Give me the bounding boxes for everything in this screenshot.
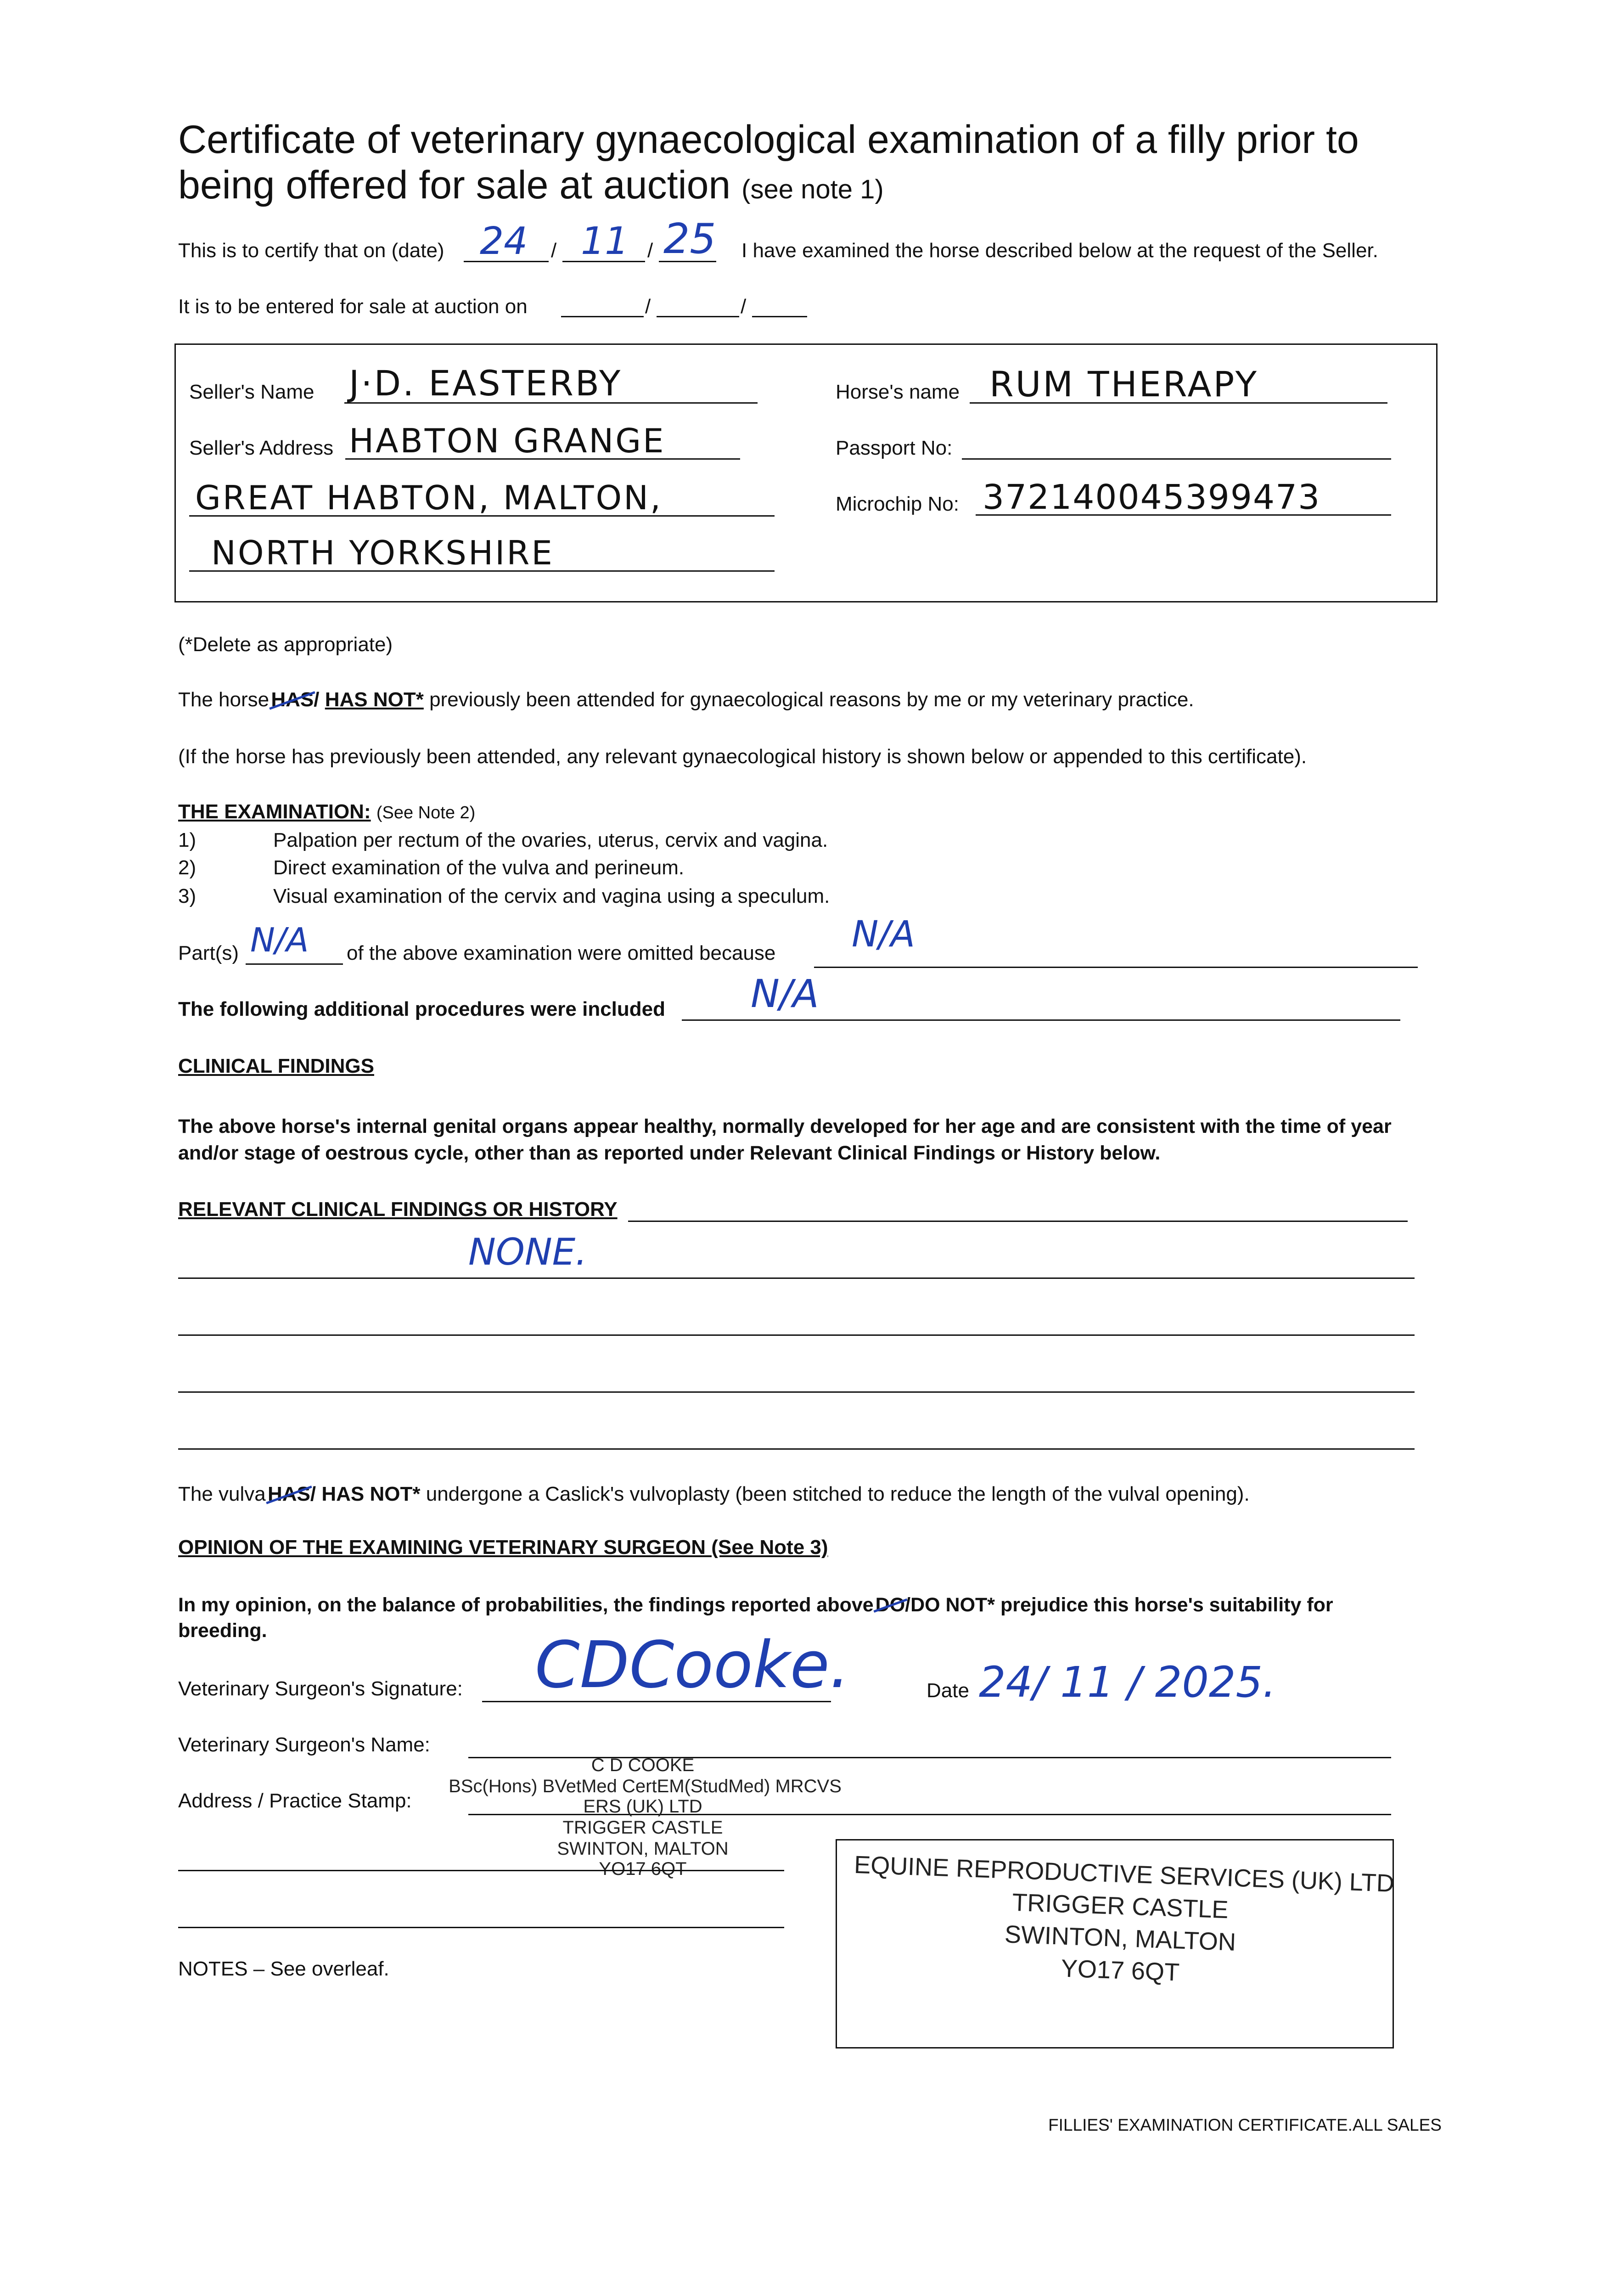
clinical-text-1: The above horse's internal genital organs appear healthy, normally developed for her age and are consistent with the time of year (178, 1115, 1392, 1137)
practice-stamp-2: TRIGGER CASTLE (562, 1818, 723, 1838)
vulva-line (178, 1482, 1250, 1507)
opinion-line-2: breeding. (178, 1620, 267, 1642)
omitted-reason: N/A (852, 914, 915, 955)
exam-item-1-num: 1) (178, 829, 197, 851)
footer-text: FILLIES' EXAMINATION CERTIFICATE.ALL SALES (1048, 2116, 1442, 2134)
box-stamp-3: SWINTON, MALTON (1004, 1920, 1236, 1956)
additional-line (682, 1019, 1400, 1021)
auction-text: It is to be entered for sale at auction on (178, 295, 528, 318)
signature-label: Veterinary Surgeon's Signature: (178, 1677, 463, 1700)
exam-item-3-num: 3) (178, 885, 197, 907)
omitted-reason-line (814, 967, 1418, 968)
certify-month: 11 (581, 219, 629, 263)
opinion-slash: / (905, 1594, 911, 1616)
vulva-slash: / (310, 1483, 316, 1505)
omitted-prefix: Part(s) (178, 942, 239, 964)
opinion-heading: OPINION OF THE EXAMINING VETERINARY SURGEON (See Note 3) (178, 1536, 828, 1559)
title-line-2 (178, 163, 1359, 208)
passport-label: Passport No: (836, 437, 953, 459)
opinion-suffix: DO NOT* prejudice this horse's suitability for (910, 1594, 1333, 1616)
clinical-text-2: and/or stage of oestrous cycle, other than as reported under Relevant Clinical Findings or History below. (178, 1142, 1161, 1164)
attended-line (178, 688, 1194, 712)
auction-sep-1: / (645, 295, 651, 318)
relevant-line-1 (178, 1277, 1415, 1279)
auction-day-line (561, 316, 644, 317)
box-stamp-1: EQUINE REPRODUCTIVE SERVICES (UK) LTD (854, 1851, 1395, 1897)
seller-address-label: Seller's Address (189, 437, 334, 459)
certify-suffix: I have examined the horse described below at the request of the Seller. (741, 239, 1378, 262)
examination-heading: THE EXAMINATION: (178, 800, 371, 823)
passport-line (962, 458, 1391, 460)
practice-label: Address / Practice Stamp: (178, 1790, 412, 1812)
date-label: Date (927, 1679, 969, 1702)
relevant-line-4 (178, 1448, 1415, 1450)
seller-address-value-1: HABTON GRANGE (349, 422, 666, 460)
history-note: (If the horse has previously been attended, any relevant gynaecological history is shown below or appended to this certificate). (178, 745, 1307, 768)
practice-stamp-4: YO17 6QT (599, 1859, 687, 1879)
certificate-title (178, 117, 1359, 208)
additional-label: The following additional procedures were included (178, 998, 666, 1020)
omitted-middle: of the above examination were omitted because (347, 942, 776, 964)
relevant-line-3 (178, 1391, 1415, 1393)
title-line-1: Certificate of veterinary gynaecological examination of a filly prior to (178, 118, 1359, 162)
signature-value: CDCooke. (535, 1628, 850, 1703)
practice-line-2 (178, 1870, 784, 1871)
title-line-2-text: being offered for sale at auction (178, 163, 731, 207)
certify-day: 24 (480, 219, 528, 263)
omitted-parts-line (246, 963, 343, 965)
vet-name-stamp-1: C D COOKE (591, 1755, 695, 1775)
attended-has-not: HAS NOT* (325, 688, 424, 711)
exam-item-1-text: Palpation per rectum of the ovaries, uterus, cervix and vagina. (273, 829, 828, 851)
vulva-has-not: HAS NOT* (321, 1483, 421, 1505)
vulva-suffix: undergone a Caslick's vulvoplasty (been stitched to reduce the length of the vulval opening). (426, 1483, 1250, 1505)
certify-prefix: This is to certify that on (date) (178, 239, 444, 262)
attended-has-struck: HAS (271, 688, 314, 711)
seller-address-value-2: GREAT HABTON, MALTON, (195, 478, 663, 517)
relevant-line-0 (628, 1221, 1408, 1222)
opinion-do-struck: DO (875, 1594, 905, 1616)
practice-stamp-1: ERS (UK) LTD (583, 1796, 702, 1817)
horse-name-value: RUM THERAPY (989, 364, 1259, 405)
box-stamp-4: YO17 6QT (1060, 1954, 1180, 1986)
practice-stamp-3: SWINTON, MALTON (557, 1839, 729, 1859)
practice-line-3 (178, 1927, 784, 1928)
notes-text: NOTES – See overleaf. (178, 1958, 389, 1980)
vulva-has-struck: HAS (268, 1483, 310, 1505)
relevant-line-2 (178, 1334, 1415, 1336)
examination-heading-row (178, 800, 475, 824)
attended-slash: / (314, 688, 320, 711)
seller-name-label: Seller's Name (189, 381, 314, 403)
date-value: 24/ 11 / 2025. (979, 1658, 1276, 1707)
attended-prefix: The horse (178, 688, 270, 711)
title-note: (see note 1) (741, 174, 884, 204)
exam-item-2-num: 2) (178, 856, 197, 879)
exam-item-3-text: Visual examination of the cervix and vagina using a speculum. (273, 885, 830, 907)
microchip-label: Microchip No: (836, 493, 959, 515)
seller-address-value-3: NORTH YORKSHIRE (211, 534, 554, 572)
microchip-value: 372140045399473 (983, 478, 1321, 517)
clinical-heading: CLINICAL FINDINGS (178, 1055, 374, 1077)
delete-note: (*Delete as appropriate) (178, 633, 393, 656)
auction-sep-2: / (741, 295, 747, 318)
relevant-heading: RELEVANT CLINICAL FINDINGS OR HISTORY (178, 1198, 618, 1221)
certify-sep-1: / (551, 239, 557, 262)
omitted-parts: N/A (250, 921, 309, 959)
relevant-value: NONE. (468, 1231, 587, 1273)
horse-name-label: Horse's name (836, 381, 960, 403)
certify-sep-2: / (647, 239, 653, 262)
exam-item-2-text: Direct examination of the vulva and perineum. (273, 856, 685, 879)
vulva-prefix: The vulva (178, 1483, 266, 1505)
opinion-prefix: In my opinion, on the balance of probabilities, the findings reported above (178, 1594, 874, 1616)
box-stamp-2: TRIGGER CASTLE (1011, 1888, 1229, 1924)
attended-suffix: previously been attended for gynaecological reasons by me or my veterinary practice. (429, 688, 1194, 711)
examination-heading-note: (See Note 2) (376, 803, 476, 822)
vet-name-label: Veterinary Surgeon's Name: (178, 1733, 430, 1756)
seller-name-value: J·D. EASTERBY (349, 363, 623, 404)
auction-year-line (752, 316, 807, 317)
opinion-line-1 (178, 1593, 1333, 1617)
certify-year: 25 (663, 215, 716, 263)
vet-name-stamp-2: BSc(Hons) BVetMed CertEM(StudMed) MRCVS (449, 1776, 842, 1796)
auction-month-line (657, 316, 739, 317)
additional-value: N/A (751, 971, 819, 1016)
